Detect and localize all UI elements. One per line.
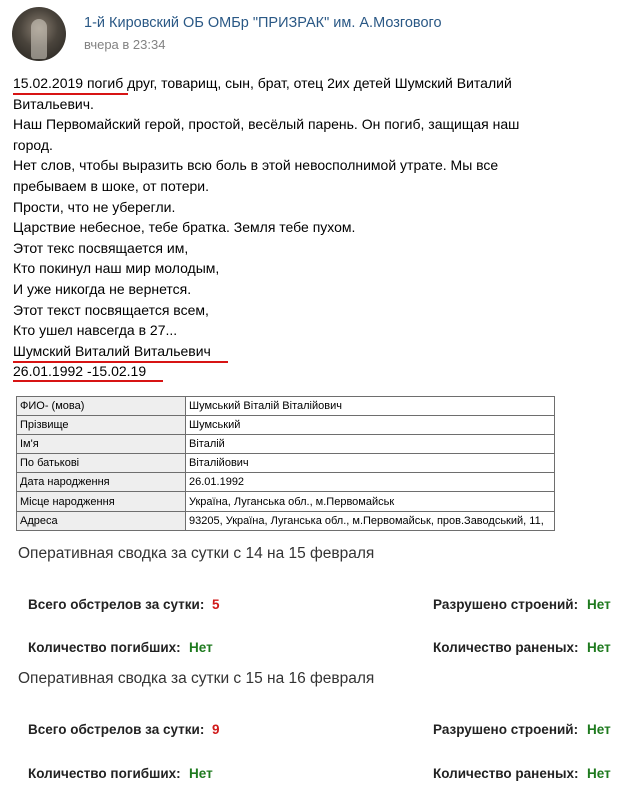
shelling-label: Всего обстрелов за сутки: [28,597,205,612]
table-row [17,492,555,511]
destroyed-label: Разрушено строений: [433,722,579,737]
row-key: ФИО- (мова) [17,397,186,416]
post-line: Царствие небесное, тебе братка. Земля тебе пухом. [13,219,356,236]
wounded-label: Количество раненых: [433,766,579,781]
table-row [17,511,555,530]
killed-label: Количество погибших: [28,640,181,655]
row-value: Україна, Луганська обл., м.Первомайськ [186,492,555,511]
wounded-label: Количество раненых: [433,640,579,655]
destroyed-value: Нет [587,597,611,612]
table-row [17,435,555,454]
post-line: Этот текст посвящается всем, [13,301,209,318]
row-value: Віталійович [186,454,555,473]
table-row [17,454,555,473]
post-line: Витальевич. [13,95,94,112]
row-value: Шумський Віталій Віталійович [186,397,555,416]
table-row [17,416,555,435]
red-underline-name [13,361,228,363]
wounded-value: Нет [587,766,611,781]
killed-value: Нет [189,766,213,781]
row-value: Віталій [186,435,555,454]
post-timestamp[interactable]: вчера в 23:34 [84,37,166,52]
red-underline-date [13,93,128,95]
group-avatar[interactable] [12,7,66,61]
post-line: 26.01.1992 -15.02.19 [13,363,147,380]
group-name-link[interactable]: 1-й Кировский ОБ ОМБр "ПРИЗРАК" им. А.Мозгового [84,15,442,31]
post-line: Прости, что не уберегли. [13,198,176,215]
post-line: Кто ушел навсегда в 27... [13,322,178,339]
row-key: Адреса [17,511,186,530]
post-line: город. [13,136,53,153]
shelling-label: Всего обстрелов за сутки: [28,722,205,737]
row-value: 26.01.1992 [186,473,555,492]
post-line: пребываем в шоке, от потери. [13,177,210,194]
row-value: Шумський [186,416,555,435]
post-line: 15.02.2019 погиб друг, товарищ, сын, брат, отец 2их детей Шумский Виталий [13,75,512,91]
row-key: Дата народження [17,473,186,492]
shelling-value: 5 [212,597,220,612]
post-line: И уже никогда не вернется. [13,280,192,297]
post-line: Кто покинул наш мир молодым, [13,260,220,277]
summary-title: Оперативная сводка за сутки с 15 на 16 февраля [18,670,375,687]
row-key: По батькові [17,454,186,473]
wounded-value: Нет [587,640,611,655]
post-text [13,73,519,382]
row-key: Ім'я [17,435,186,454]
destroyed-value: Нет [587,722,611,737]
post-line: Нет слов, чтобы выразить всю боль в этой невосполнимой утрате. Мы все [13,157,499,174]
table-row [17,397,555,416]
row-value: 93205, Україна, Луганська обл., м.Первомайськ, пров.Заводський, 11, [186,511,555,530]
row-key: Місце народження [17,492,186,511]
killed-label: Количество погибших: [28,766,181,781]
personal-info-table [16,396,555,531]
post-line: Этот текс посвящается им, [13,239,189,256]
table-row [17,473,555,492]
shelling-value: 9 [212,722,220,737]
destroyed-label: Разрушено строений: [433,597,579,612]
killed-value: Нет [189,640,213,655]
summary-title: Оперативная сводка за сутки с 14 на 15 февраля [18,545,375,562]
red-underline-dates [13,380,163,382]
post-line: Шумский Виталий Витальевич [13,342,211,359]
row-key: Прізвище [17,416,186,435]
avatar-figure [31,19,47,59]
post-line: Наш Первомайский герой, простой, весёлый парень. Он погиб, защищая наш [13,116,520,133]
